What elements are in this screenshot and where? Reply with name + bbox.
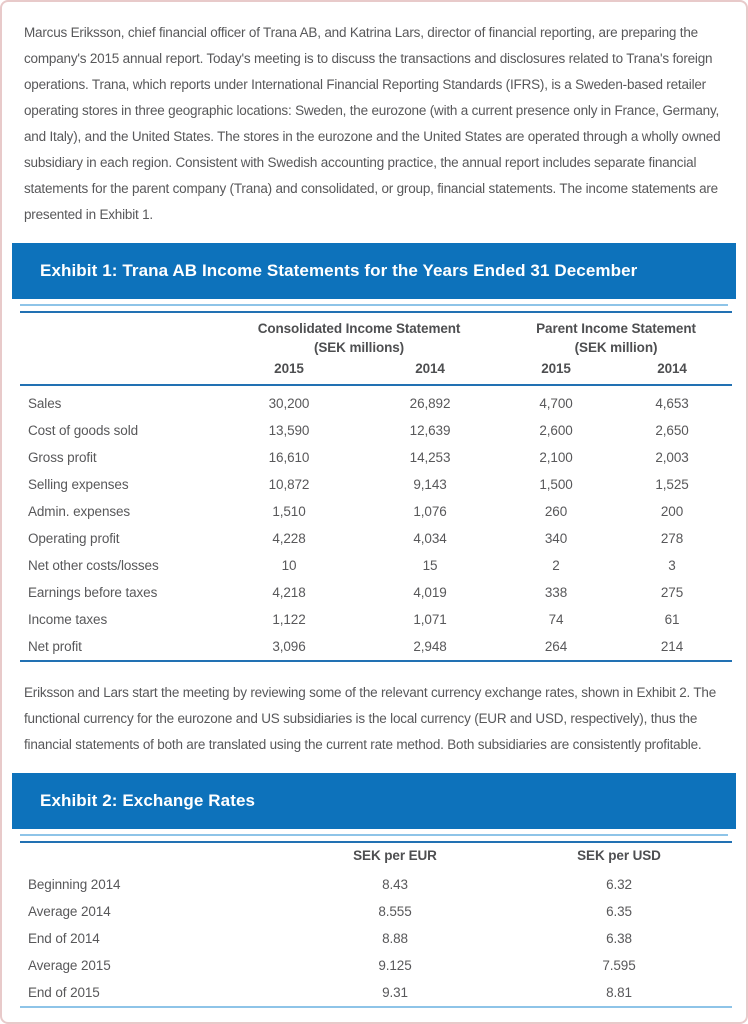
cell-value: 1,525 bbox=[655, 477, 689, 492]
table-row bbox=[20, 552, 732, 579]
cell-value: 10,872 bbox=[268, 477, 310, 492]
cell-value: 12,639 bbox=[409, 423, 451, 438]
exhibit1-banner bbox=[12, 243, 736, 299]
cell-value: 2,948 bbox=[413, 639, 447, 654]
cell-value: 4,019 bbox=[413, 585, 447, 600]
table-row bbox=[20, 525, 732, 552]
empty-header-cell bbox=[20, 842, 284, 867]
cell-value: 2,100 bbox=[539, 450, 573, 465]
table-row bbox=[20, 606, 732, 633]
cell-value: 9,143 bbox=[413, 477, 447, 492]
exhibit1-table-body bbox=[20, 385, 732, 661]
table-row bbox=[20, 952, 732, 979]
row-label: Net other costs/losses bbox=[28, 558, 159, 573]
row-label: Selling expenses bbox=[28, 477, 129, 492]
row-label: Cost of goods sold bbox=[28, 423, 139, 438]
exhibit2-banner bbox=[12, 773, 736, 829]
cell-value: 1,500 bbox=[539, 477, 573, 492]
cell-value: 3 bbox=[668, 558, 676, 573]
cell-value: 8.81 bbox=[606, 985, 632, 1000]
exhibit2-table-wrap bbox=[20, 834, 728, 1008]
row-label: Average 2014 bbox=[28, 904, 111, 919]
cell-value: 4,034 bbox=[413, 531, 447, 546]
cell-value: 4,218 bbox=[272, 585, 306, 600]
exhibit1-title: Exhibit 1: Trana AB Income Statements for the Years Ended 31 December bbox=[40, 261, 638, 280]
table-row bbox=[20, 979, 732, 1007]
col-group-parent: Parent Income Statement bbox=[536, 321, 696, 336]
cell-value: 2 bbox=[552, 558, 560, 573]
cell-value: 200 bbox=[660, 504, 684, 519]
table-row bbox=[20, 898, 732, 925]
row-label: Income taxes bbox=[28, 612, 108, 627]
sek-per-usd-header: SEK per USD bbox=[577, 848, 661, 863]
cell-value: 4,700 bbox=[539, 396, 573, 411]
table-row bbox=[20, 417, 732, 444]
table-row bbox=[20, 498, 732, 525]
exhibit2-table-body bbox=[20, 867, 732, 1007]
row-label: Operating profit bbox=[28, 531, 120, 546]
row-label: End of 2015 bbox=[28, 985, 100, 1000]
cell-value: 4,653 bbox=[655, 396, 689, 411]
empty-header-cell bbox=[20, 338, 218, 357]
cell-value: 1,071 bbox=[413, 612, 447, 627]
col-group-consolidated-units: (SEK millions) bbox=[313, 340, 405, 355]
cell-value: 1,076 bbox=[413, 504, 447, 519]
cell-value: 74 bbox=[548, 612, 564, 627]
cell-value: 14,253 bbox=[409, 450, 451, 465]
cell-value: 15 bbox=[422, 558, 438, 573]
cell-value: 10 bbox=[281, 558, 297, 573]
row-label: Average 2015 bbox=[28, 958, 111, 973]
table-row bbox=[20, 471, 732, 498]
row-label: Admin. expenses bbox=[28, 504, 131, 519]
cell-value: 7.595 bbox=[602, 958, 636, 973]
empty-header-cell bbox=[20, 312, 218, 338]
cell-value: 2,650 bbox=[655, 423, 689, 438]
row-label: Net profit bbox=[28, 639, 82, 654]
cell-value: 6.35 bbox=[606, 904, 632, 919]
year-header: 2014 bbox=[612, 357, 732, 385]
cell-value: 16,610 bbox=[268, 450, 310, 465]
cell-value: 6.32 bbox=[606, 877, 632, 892]
cell-value: 8.88 bbox=[382, 931, 408, 946]
cell-value: 13,590 bbox=[268, 423, 310, 438]
cell-value: 4,228 bbox=[272, 531, 306, 546]
cell-value: 2,003 bbox=[655, 450, 689, 465]
row-label: Earnings before taxes bbox=[28, 585, 158, 600]
table-row bbox=[20, 925, 732, 952]
cell-value: 2,600 bbox=[539, 423, 573, 438]
col-group-consolidated: Consolidated Income Statement bbox=[257, 321, 461, 336]
cell-value: 275 bbox=[660, 585, 684, 600]
cell-value: 30,200 bbox=[268, 396, 310, 411]
cell-value: 61 bbox=[664, 612, 680, 627]
exchange-rates-paragraph: Eriksson and Lars start the meeting by reviewing some of the relevant currency exchange rates, shown in Exhibit 2. The functional currency for the eurozone and US subsidiaries is the local currency (EUR and USD, respectively), thus the financial statements of both are translated using the current rate method. Both subsidiaries are consistently profitable. bbox=[24, 685, 717, 752]
cell-value: 8.555 bbox=[378, 904, 412, 919]
row-label: Gross profit bbox=[28, 450, 97, 465]
sek-per-eur-header: SEK per EUR bbox=[353, 848, 437, 863]
cell-value: 9.125 bbox=[378, 958, 412, 973]
cell-value: 278 bbox=[660, 531, 684, 546]
table-row bbox=[20, 579, 732, 606]
cell-value: 6.38 bbox=[606, 931, 632, 946]
table-top-rule bbox=[20, 834, 728, 841]
row-label: End of 2014 bbox=[28, 931, 100, 946]
year-header: 2015 bbox=[218, 357, 360, 385]
col-group-parent-units: (SEK million) bbox=[574, 340, 658, 355]
cell-value: 26,892 bbox=[409, 396, 451, 411]
table-row bbox=[20, 633, 732, 661]
cell-value: 260 bbox=[544, 504, 568, 519]
row-label: Beginning 2014 bbox=[28, 877, 121, 892]
cell-value: 3,096 bbox=[272, 639, 306, 654]
table-top-rule bbox=[20, 304, 728, 311]
exhibit1-table-head bbox=[20, 312, 732, 385]
row-label: Sales bbox=[28, 396, 62, 411]
cell-value: 338 bbox=[544, 585, 568, 600]
exhibit2-title: Exhibit 2: Exchange Rates bbox=[40, 791, 256, 810]
year-header: 2015 bbox=[500, 357, 612, 385]
cell-value: 264 bbox=[544, 639, 568, 654]
cell-value: 8.43 bbox=[382, 877, 408, 892]
exhibit1-table-wrap bbox=[20, 304, 728, 662]
cell-value: 1,510 bbox=[272, 504, 306, 519]
table-row bbox=[20, 867, 732, 898]
intro-paragraph: Marcus Eriksson, chief financial officer of Trana AB, and Katrina Lars, director of financial reporting, are preparing the company's 2015 annual report. Today's meeting is to discuss the transactions and disclosures related to Trana's foreign operations. Trana, which reports under International Financial Reporting Standards (IFRS), is a Sweden-based retailer operating stores in three geographic locations: Sweden, the eurozone (with a current presence only in France, Germany, and Italy), and the United States. The stores in the eurozone and the United States are operated through a wholly owned subsidiary in each region. Consistent with Swedish accounting practice, the annual report includes separate financial statements for the parent company (Trana) and consolidated, or group, financial statements. The income statements are presented in Exhibit 1. bbox=[24, 25, 721, 222]
year-header: 2014 bbox=[360, 357, 500, 385]
table-row bbox=[20, 385, 732, 417]
empty-header-cell bbox=[20, 357, 218, 385]
exhibit2-table bbox=[20, 841, 732, 1008]
exhibit1-table bbox=[20, 311, 732, 662]
cell-value: 9.31 bbox=[382, 985, 408, 1000]
cell-value: 340 bbox=[544, 531, 568, 546]
cell-value: 214 bbox=[660, 639, 684, 654]
cell-value: 1,122 bbox=[272, 612, 306, 627]
table-row bbox=[20, 444, 732, 471]
exhibit2-table-head bbox=[20, 842, 732, 867]
